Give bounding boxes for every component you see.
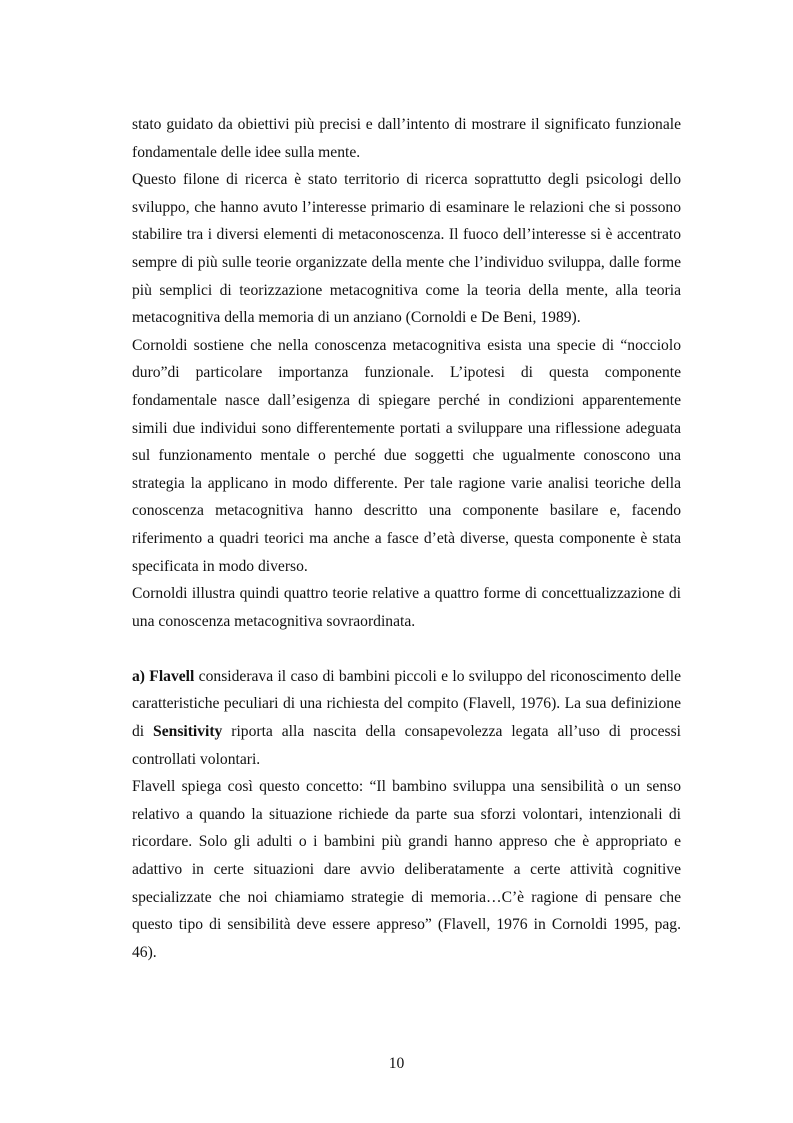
paragraph-cornoldi-core: Cornoldi sostiene che nella conoscenza metacognitiva esista una specie di “nocciolo duro”di particolare importanza funzionale. L’ipotesi di questa componente fondamentale nasce dall’esigenza di spiegare perché in condizioni apparentemente simili due individui sono differentemente portati a sviluppare una riflessione adeguata sul funzionamento mentale o perché due soggetti che ugualmente conoscono una strategia la applicano in modo differente. Per tale ragione varie analisi teoriche della conoscenza metacognitiva hanno descritto una componente basilare e, facendo riferimento a quadri teorici ma anche a fasce d’età diverse, questa componente è stata specificata in modo diverso. <box>132 336 681 575</box>
flavell-text-part2: riporta alla nascita della consapevolezza legata all’uso di processi controllati volontari. <box>132 723 681 768</box>
flavell-label: a) Flavell <box>132 667 195 685</box>
paragraph-flavell <box>132 663 681 773</box>
flavell-text-part1: considerava il caso di bambini piccoli e lo sviluppo del riconoscimento delle caratteristiche peculiari di una richiesta del compito (Flavell, 1976). La sua definizione di <box>132 667 681 741</box>
paragraph-research-line: Questo filone di ricerca è stato territorio di ricerca soprattutto degli psicologi dello sviluppo, che hanno avuto l’interesse primario di esaminare le relazioni che si possono stabilire tra i diversi elementi di metaconoscenza. Il fuoco dell’interesse si è accentrato sempre di più sulle teorie organizzate della mente che l’individuo sviluppa, dalle forme più semplici di teorizzazione metacognitiva come la teoria della mente, alla teoria metacognitiva della memoria di un anziano (Cornoldi e De Beni, 1989). <box>132 171 681 327</box>
page-number: 10 <box>388 1055 405 1072</box>
body-text <box>132 111 681 966</box>
paragraph-spacer <box>132 635 681 663</box>
paragraph-intro-continuation: stato guidato da obiettivi più precisi e dall’intento di mostrare il significato funzionale fondamentale delle idee sulla mente. <box>132 116 681 161</box>
paragraph-four-theories: Cornoldi illustra quindi quattro teorie relative a quattro forme di concettualizzazione di una conoscenza metacognitiva sovraordinata. <box>132 585 681 630</box>
sensitivity-term: Sensitivity <box>153 723 223 741</box>
paragraph-flavell-quote: Flavell spiega così questo concetto: “Il bambino sviluppa una sensibilità o un senso relativo a quando la situazione richiede da parte sua sforzi volontari, intenzionali di ricordare. Solo gli adulti o i bambini più grandi hanno appreso che è appropriato e adattivo in certe situazioni dare avvio deliberatamente a certe attività cognitive specializzate che noi chiamiamo strategie di memoria…C’è ragione di pensare che questo tipo di sensibilità deve essere appreso” (Flavell, 1976 in Cornoldi 1995, pag. 46). <box>132 778 681 961</box>
